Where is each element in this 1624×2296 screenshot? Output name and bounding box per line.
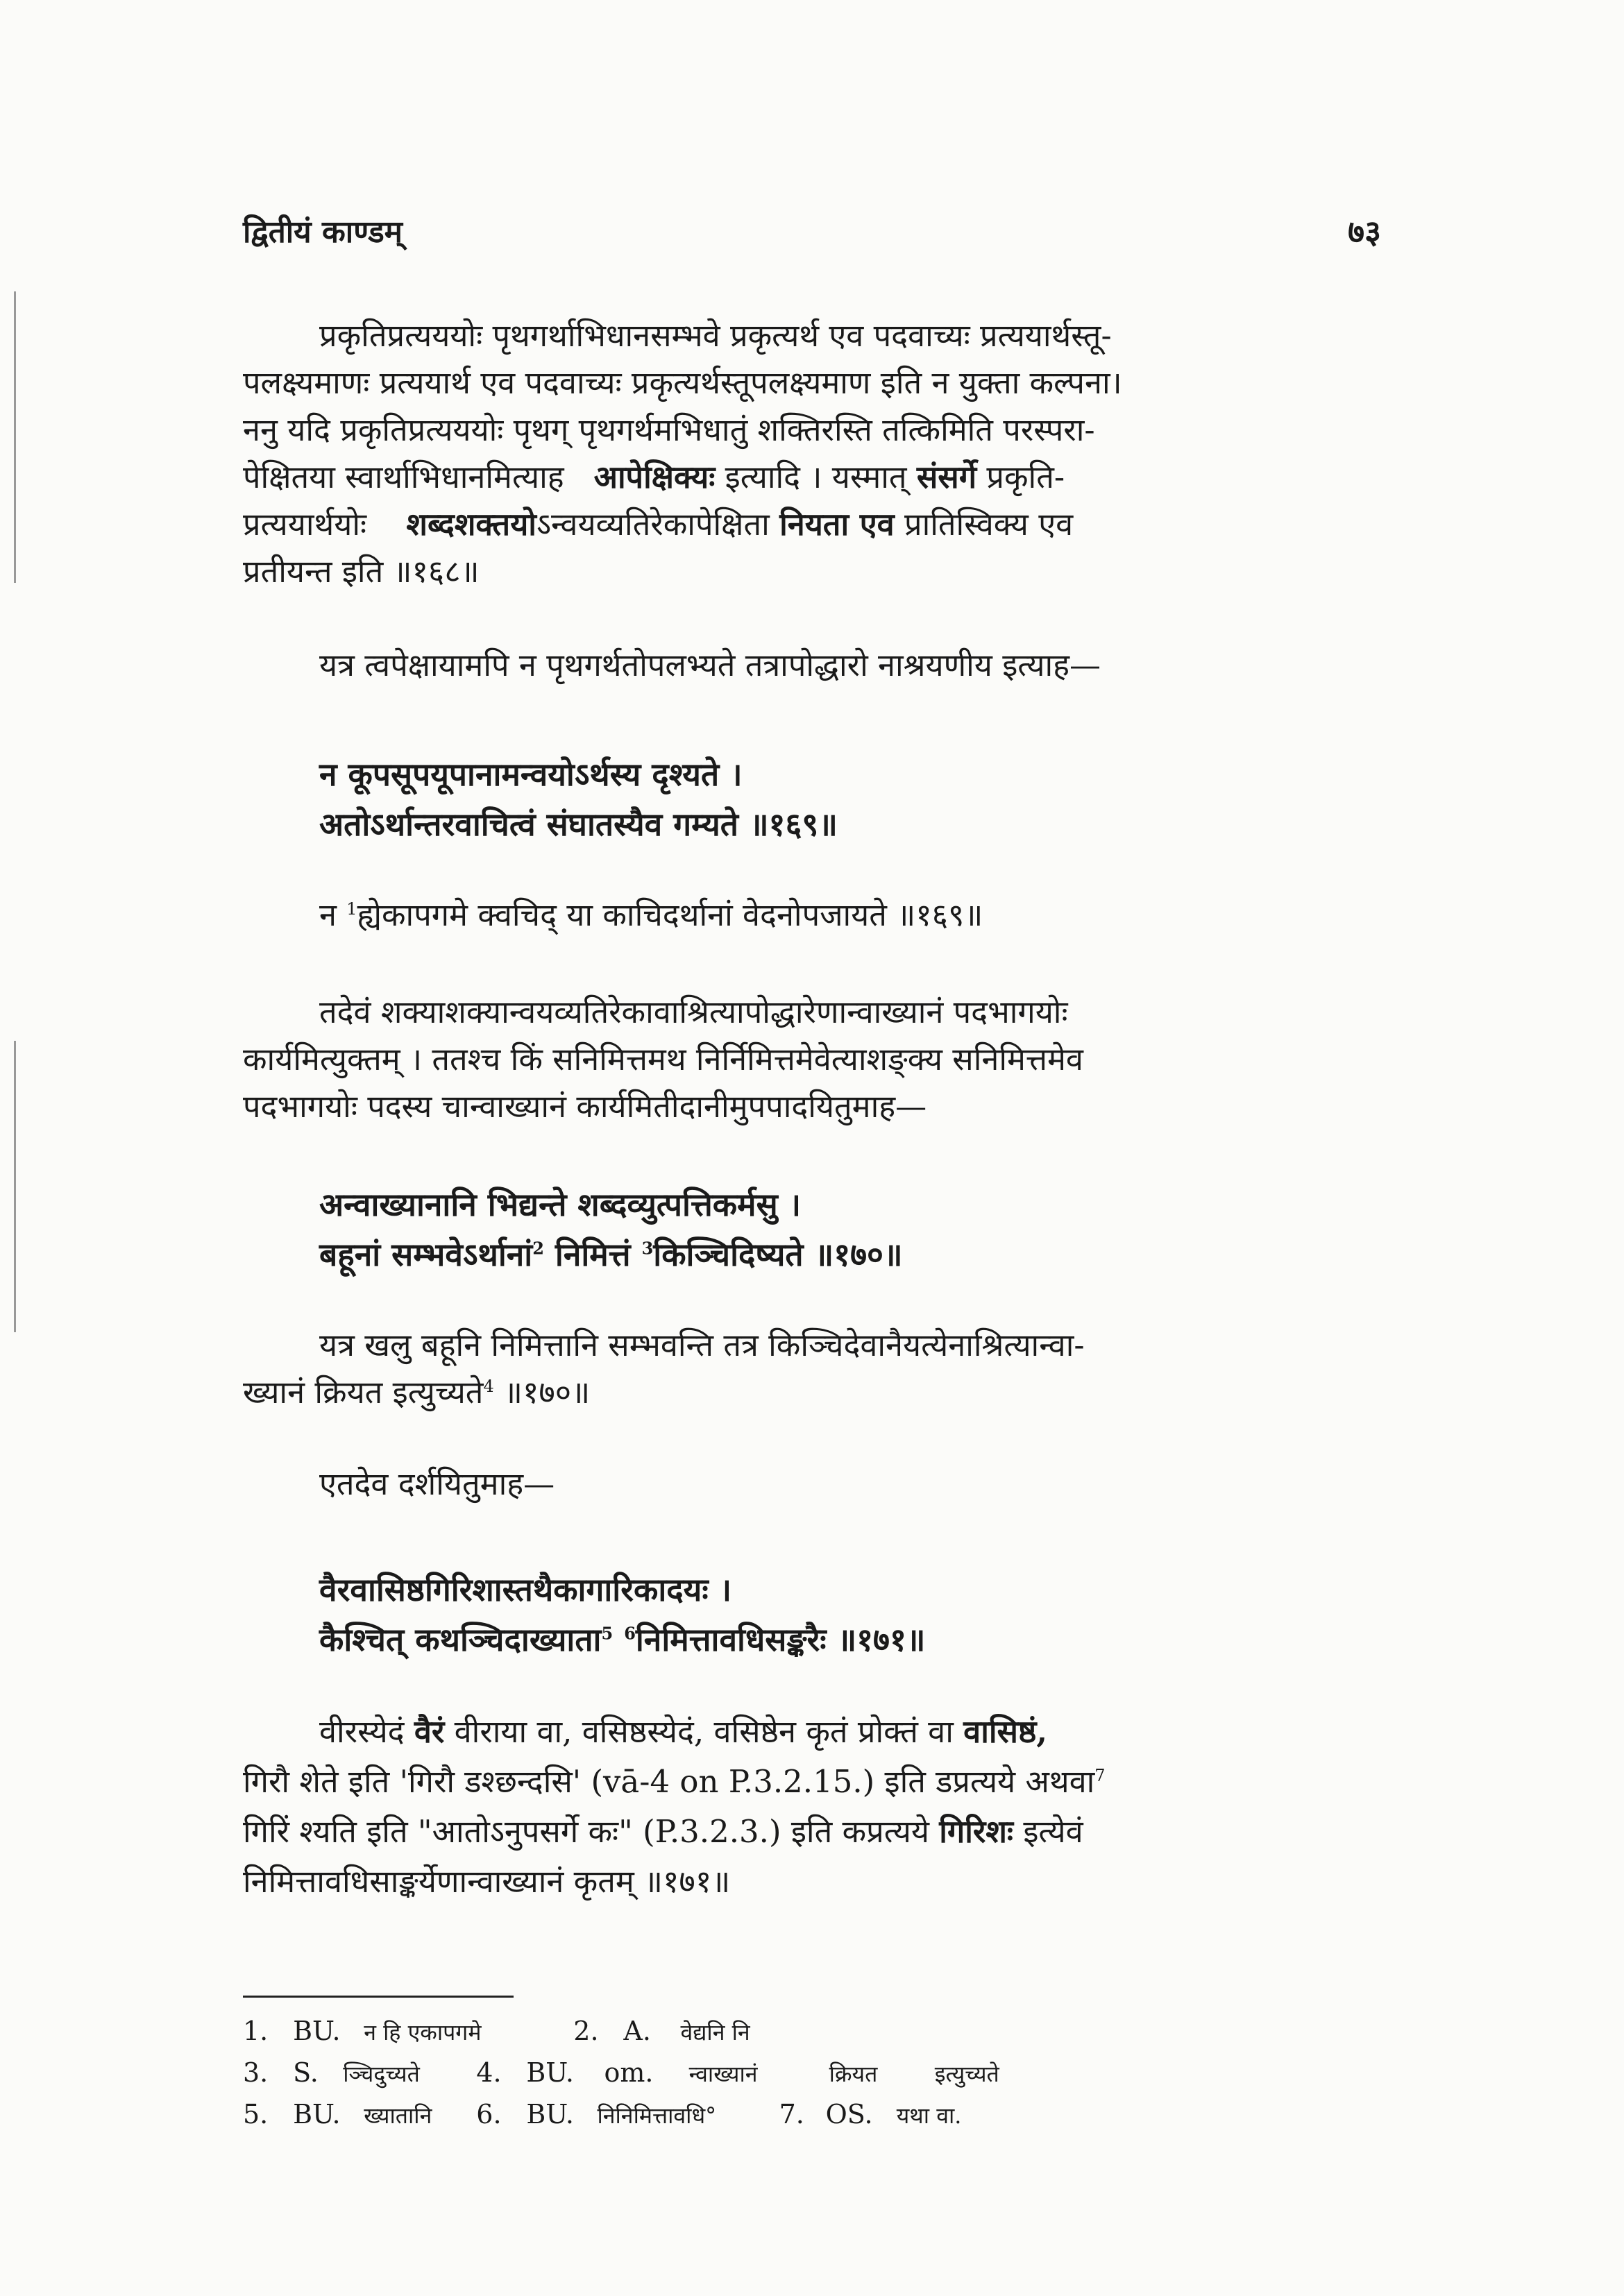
margin-scan-mark — [14, 291, 16, 583]
text-line: गिरिं श्यति इति "आतोऽनुपसर्गे कः" (P.3.2.3.) इति कप्रत्यये गिरिशः इत्येवं — [243, 1813, 1083, 1850]
verse-line: कैश्चित् कथञ्चिदाख्याता$^5$ $^6$निमित्तावधिसङ्करैः ॥१७१॥ — [319, 1621, 926, 1658]
commentary-paragraph-intro-170 — [243, 989, 1385, 1130]
text-line: कार्यमित्युक्तम् । ततश्च किं सनिमित्तमथ निर्निमित्तमेवेत्याशङ्क्य सनिमित्तमेव — [243, 1041, 1083, 1078]
text-line: एतदेव दर्शयितुमाह— — [319, 1465, 555, 1502]
footnote-row: 3. S. ञ्चिदुच्यते 4. BU. om. न्वाख्यानं क्रियत इत्युच्यते — [243, 2057, 999, 2088]
text-line: प्रतीयन्त इति ॥१६८॥ — [243, 553, 480, 590]
commentary-intro-171 — [243, 1461, 1385, 1508]
footnote-marker: 1 — [346, 899, 357, 919]
text-line: प्रत्ययार्थयोः शब्दशक्तयोऽन्वयव्यतिरेकापेक्षिता नियता एव प्रातिस्विक्य एव — [243, 506, 1074, 543]
verse-line: अन्वाख्यानानि भिद्यन्ते शब्दव्युत्पत्तिकर्मसु । — [319, 1186, 802, 1223]
text-line: यत्र खलु बहूनि निमित्तानि सम्भवन्ति तत्र किञ्चिदेवानैयत्येनाश्रित्यान्वा- — [319, 1327, 1085, 1363]
footnote-marker: 6 — [624, 1623, 636, 1644]
running-header — [243, 210, 1381, 265]
verse-line: वैरवासिष्ठगिरिशास्तथैकागारिकादयः । — [319, 1571, 732, 1608]
emphasis: वैरं — [414, 1713, 445, 1750]
emphasis: संसर्गे — [916, 459, 977, 495]
footnote-row: 5. BU. ख्यातानि 6. BU. निनिमित्तावधि° 7. OS. यथा वा. — [243, 2099, 962, 2129]
text-line: न $^1$ह्येकापगमे क्वचिद् या काचिदर्थानां वेदनोपजायते ॥१६९॥ — [319, 896, 983, 933]
verse-line: अतोऽर्थान्तरवाचित्वं संघातस्यैव गम्यते ॥१६९॥ — [319, 806, 838, 843]
emphasis: शब्दशक्तयो — [406, 506, 536, 543]
text-line: ख्यानं क्रियत इत्युच्यते$^4$ ॥१७०॥ — [243, 1374, 591, 1411]
text-line: पदभागयोः पदस्य चान्वाख्यानं कार्यमितीदानीमुपपादयितुमाह— — [243, 1088, 927, 1125]
running-title: द्वितीयं काण्डम् — [243, 214, 403, 250]
text-line: गिरौ शेते इति 'गिरौ डश्छन्दसि' (vā-4 on P.3.2.15.) इति डप्रत्यये अथवा$^7$ — [243, 1763, 1106, 1800]
commentary-paragraph-170 — [243, 1322, 1385, 1416]
karika-verse-170 — [243, 1180, 1461, 1279]
text-line: पेक्षितया स्वार्थाभिधानमित्याह आपेक्षिक्यः इत्यादि । यस्मात् संसर्गे प्रकृति- — [243, 459, 1065, 495]
text-line: निमित्तावधिसाङ्कर्येणान्वाख्यानं कृतम् ॥१७१॥ — [243, 1863, 731, 1900]
text-line: वीरस्येदं वैरं वीराया वा, वसिष्ठस्येदं, वसिष्ठेन कृतं प्रोक्तं वा वासिष्ठं, — [319, 1713, 1048, 1750]
footnote-marker: 4 — [483, 1377, 494, 1396]
emphasis: नियता एव — [779, 506, 895, 543]
text-line: यत्र त्वपेक्षायामपि न पृथगर्थतोपलभ्यते तत्रापोद्धारो नाश्रयणीय इत्याह— — [319, 647, 1101, 683]
variant-line-169 — [243, 892, 1385, 939]
verse-line: बहूनां सम्भवेऽर्थानां$^2$ निमित्तं $^3$किञ्चिदिष्यते ॥१७०॥ — [319, 1236, 903, 1273]
verse-line: न कूपसूपयूपानामन्वयोऽर्थस्य दृश्यते । — [319, 756, 743, 793]
text-line: तदेवं शक्याशक्यान्वयव्यतिरेकावाश्रित्यापोद्धारेणान्वाख्यानं पदभागयोः — [319, 994, 1068, 1030]
footnote-divider — [243, 1996, 514, 1998]
emphasis: वासिष्ठं, — [963, 1713, 1048, 1750]
page-number: ७३ — [1348, 213, 1381, 250]
commentary-paragraph-171 — [243, 1707, 1385, 1907]
footnote-marker: 2 — [532, 1238, 544, 1259]
text-line: पलक्ष्यमाणः प्रत्ययार्थ एव पदवाच्यः प्रकृत्यर्थस्तूपलक्ष्यमाण इति न युक्ता कल्पना। — [243, 364, 1122, 401]
emphasis: आपेक्षिक्यः — [593, 459, 716, 495]
text-line: ननु यदि प्रकृतिप्रत्यययोः पृथग् पृथगर्थमभिधातुं शक्तिरस्ति तत्किमिति परस्परा- — [243, 411, 1095, 448]
karika-verse-171 — [243, 1565, 1461, 1665]
commentary-paragraph-168 — [243, 312, 1385, 595]
commentary-intro-169 — [243, 642, 1385, 689]
footnote-row: 1. BU. न हि एकापगमे 2. A. वेद्यनि नि — [243, 2016, 750, 2046]
margin-scan-mark — [14, 1041, 16, 1332]
karika-verse-169 — [243, 749, 1461, 849]
text-line: प्रकृतिप्रत्यययोः पृथगर्थाभिधानसम्भवे प्रकृत्यर्थ एव पदवाच्यः प्रत्ययार्थस्तू- — [319, 317, 1112, 354]
footnote-marker: 7 — [1094, 1766, 1106, 1785]
footnote-marker: 5 — [601, 1623, 614, 1644]
footnote-marker: 3 — [641, 1238, 654, 1259]
emphasis: गिरिशः — [939, 1813, 1014, 1850]
